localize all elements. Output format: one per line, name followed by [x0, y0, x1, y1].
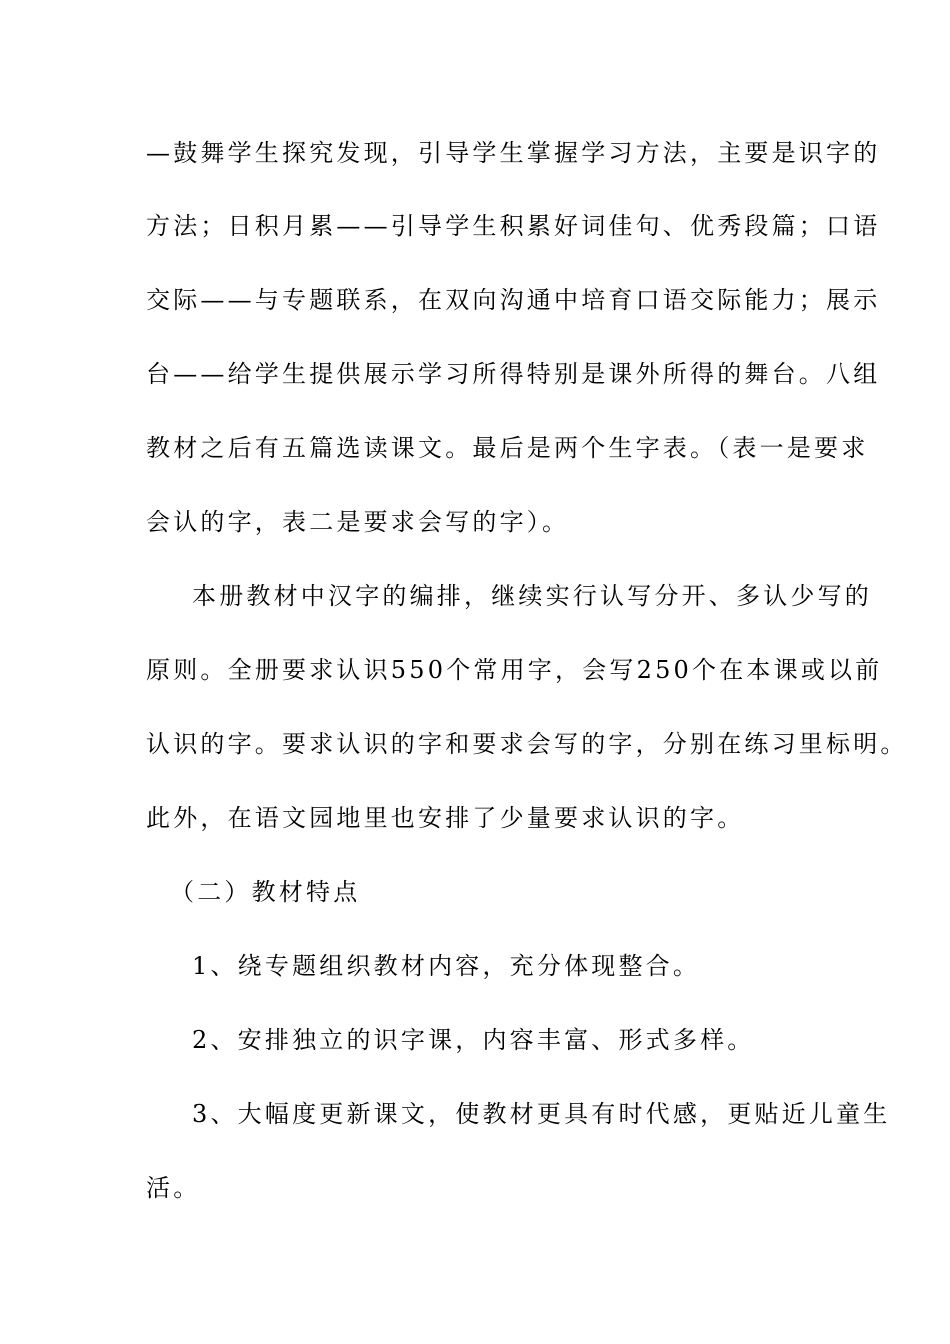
text-line-9: 认识的字。要求认识的字和要求会写的字，分别在练习里标明。 — [146, 730, 908, 758]
paragraph-start-line: 本册教材中汉字的编排，继续实行认写分开、多认少写的 — [192, 582, 872, 610]
section-heading: （二）教材特点 — [170, 878, 361, 906]
text-line-5: 教材之后有五篇选读课文。最后是两个生字表。（表一是要求 — [146, 434, 869, 462]
list-item-2: 2、安排独立的识字课，内容丰富、形式多样。 — [192, 1026, 755, 1054]
text-line-6: 会认的字，表二是要求会写的字）。 — [146, 508, 570, 536]
list-item-1: 1、绕专题组织教材内容，充分体现整合。 — [192, 952, 701, 980]
list-item-3-continuation: 活。 — [146, 1174, 201, 1202]
text-line-8: 原则。全册要求认识550个常用字，会写250个在本课或以前 — [146, 656, 883, 684]
text-line-3: 交际——与专题联系，在双向沟通中培育口语交际能力；展示 — [146, 286, 881, 314]
text-line-4: 台——给学生提供展示学习所得特别是课外所得的舞台。八组 — [146, 360, 881, 388]
text-line-2: 方法；日积月累——引导学生积累好词佳句、优秀段篇；口语 — [146, 212, 881, 240]
text-line-1: —鼓舞学生探究发现，引导学生掌握学习方法，主要是识字的 — [146, 139, 881, 167]
text-line-10: 此外，在语文园地里也安排了少量要求认识的字。 — [146, 804, 745, 832]
list-item-3: 3、大幅度更新课文，使教材更具有时代感，更贴近儿童生 — [192, 1100, 891, 1128]
